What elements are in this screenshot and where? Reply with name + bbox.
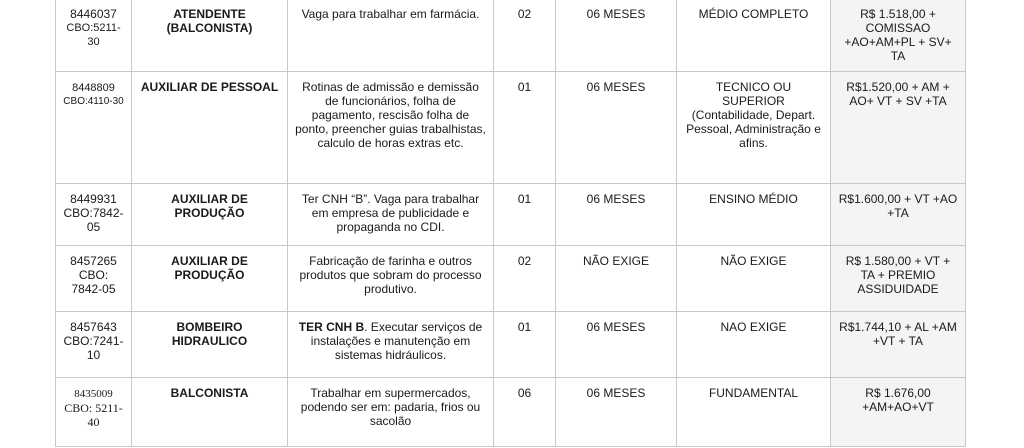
education-requirement: NÃO EXIGE	[677, 246, 831, 312]
cbo-code: CBO:4110-30	[63, 96, 124, 107]
table-row	[56, 246, 966, 312]
vacancy-code: 8446037	[70, 7, 117, 21]
experience-duration: 06 MESES	[556, 184, 677, 246]
description-text: Fabricação de farinha e outros produtos que sobram do processo produtivo.	[299, 254, 482, 296]
cbo-code: CBO:7842-05	[63, 206, 124, 234]
quantity: 01	[494, 312, 556, 378]
vacancy-code: 8435009	[74, 388, 113, 400]
description-highlight: TER CNH B	[298, 320, 365, 334]
vacancy-code-cell	[56, 312, 132, 378]
salary-benefits: R$1.744,10 + AL +AM +VT + TA	[831, 312, 966, 378]
table-row	[56, 0, 966, 72]
table-row	[56, 184, 966, 246]
job-description	[288, 0, 494, 72]
quantity: 02	[494, 246, 556, 312]
education-requirement: TECNICO OU SUPERIOR (Contabilidade, Depart. Pessoal, Administração e afins.	[677, 72, 831, 184]
cbo-code: CBO:7241-10	[63, 334, 124, 362]
vacancy-code-cell	[56, 246, 132, 312]
quantity: 06	[494, 378, 556, 447]
quantity: 01	[494, 184, 556, 246]
education-requirement: ENSINO MÉDIO	[677, 184, 831, 246]
cbo-code: CBO: 7842-05	[71, 268, 116, 296]
description-text: Vaga para trabalhar em farmácia.	[301, 7, 480, 21]
vacancy-code-cell	[56, 378, 132, 447]
description-text: . Executar serviços de instalações e manutenção em sistemas hidráulicos.	[310, 320, 483, 362]
table-row	[56, 378, 966, 447]
job-title: BALCONISTA	[132, 378, 288, 447]
quantity: 02	[494, 0, 556, 72]
salary-benefits: R$ 1.580,00 + VT + TA + PREMIO ASSIDUIDADE	[831, 246, 966, 312]
quantity: 01	[494, 72, 556, 184]
job-title: BOMBEIRO HIDRAULICO	[132, 312, 288, 378]
job-description	[288, 72, 494, 184]
salary-benefits: R$1.520,00 + AM + AO+ VT + SV +TA	[831, 72, 966, 184]
experience-duration: 06 MESES	[556, 72, 677, 184]
job-title: AUXILIAR DE PESSOAL	[132, 72, 288, 184]
experience-duration: 06 MESES	[556, 378, 677, 447]
table-row	[56, 312, 966, 378]
job-vacancies-table	[55, 0, 966, 447]
vacancy-code-cell	[56, 0, 132, 72]
cbo-code: CBO:5211-30	[66, 22, 121, 48]
job-description	[288, 184, 494, 246]
job-description	[288, 312, 494, 378]
job-title: AUXILIAR DE PRODUÇÃO	[132, 246, 288, 312]
job-description	[288, 378, 494, 447]
cbo-code: CBO: 5211-40	[64, 401, 123, 429]
job-title: ATENDENTE (BALCONISTA)	[132, 0, 288, 72]
vacancy-code: 8457643	[70, 320, 117, 334]
description-text: Ter CNH “B”. Vaga para trabalhar em empresa de publicidade e propaganda no CDI.	[301, 192, 480, 234]
table-row	[56, 72, 966, 184]
education-requirement: FUNDAMENTAL	[677, 378, 831, 447]
salary-benefits: R$1.600,00 + VT +AO +TA	[831, 184, 966, 246]
vacancy-code-cell	[56, 72, 132, 184]
job-description	[288, 246, 494, 312]
vacancy-code: 8448809	[72, 82, 115, 94]
description-text: Trabalhar em supermercados, podendo ser em: padaria, frios ou sacolão	[300, 386, 481, 428]
experience-duration: NÃO EXIGE	[556, 246, 677, 312]
education-requirement: NAO EXIGE	[677, 312, 831, 378]
description-text: Rotinas de admissão e demissão de funcionários, folha de pagamento, rescisão folha de ponto, preencher guias trabalhistas, calculo de horas extras etc.	[295, 80, 486, 150]
vacancy-code-cell	[56, 184, 132, 246]
experience-duration: 06 MESES	[556, 312, 677, 378]
vacancy-code: 8457265	[70, 254, 117, 268]
education-requirement: MÉDIO COMPLETO	[677, 0, 831, 72]
job-title: AUXILIAR DE PRODUÇÃO	[132, 184, 288, 246]
vacancy-code: 8449931	[70, 192, 117, 206]
salary-benefits: R$ 1.518,00 + COMISSAO +AO+AM+PL + SV+ TA	[831, 0, 966, 72]
experience-duration: 06 MESES	[556, 0, 677, 72]
salary-benefits: R$ 1.676,00 +AM+AO+VT	[831, 378, 966, 447]
